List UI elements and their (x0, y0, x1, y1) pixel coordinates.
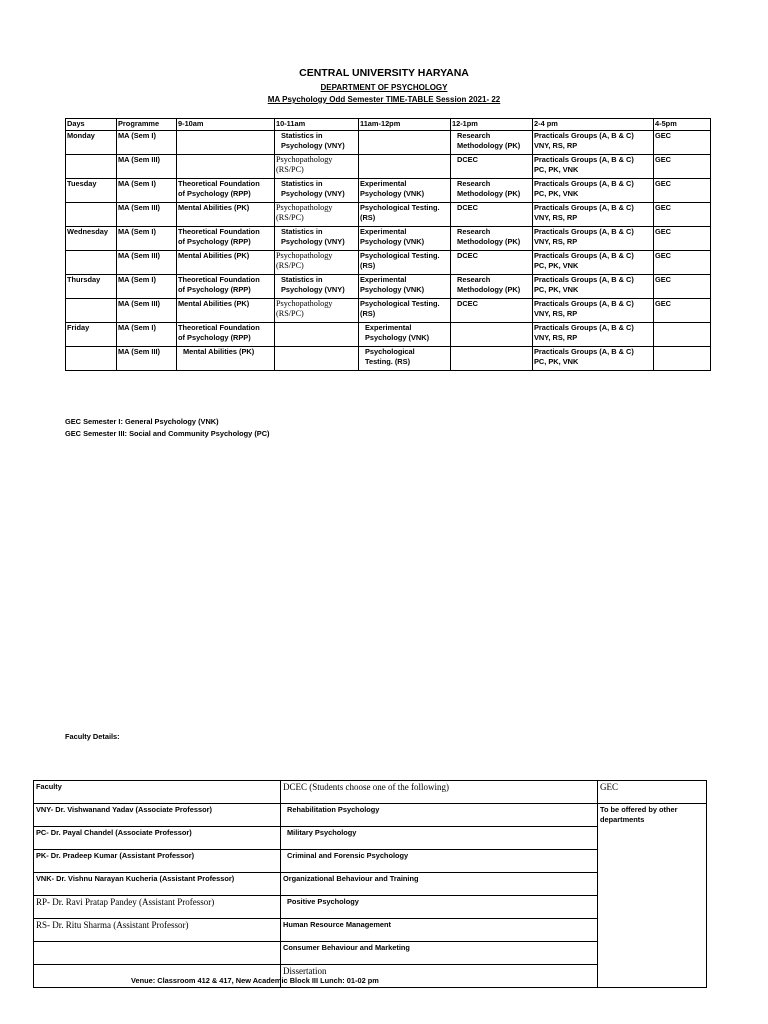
timetable-cell: Research Methodology (PK) (451, 227, 533, 251)
timetable-row (66, 131, 711, 155)
timetable-row (66, 155, 711, 179)
timetable-cell: Mental Abilities (PK) (177, 347, 275, 371)
dcec-course: Consumer Behaviour and Marketing (281, 942, 598, 965)
faculty-name: VNY- Dr. Vishwanand Yadav (Associate Professor) (34, 804, 281, 827)
timetable-row (66, 299, 711, 323)
timetable-cell: GEC (654, 227, 711, 251)
timetable-cell (451, 323, 533, 347)
timetable-cell (66, 251, 117, 275)
timetable-cell: Statistics in Psychology (VNY) (275, 227, 359, 251)
dcec-course: Dissertation (281, 965, 598, 988)
timetable-cell: GEC (654, 179, 711, 203)
timetable-cell: Theoretical Foundation of Psychology (RPP) (177, 227, 275, 251)
timetable-cell: Statistics in Psychology (VNY) (275, 131, 359, 155)
timetable-cell: GEC (654, 251, 711, 275)
timetable-row (66, 275, 711, 299)
timetable-cell: Mental Abilities (PK) (177, 251, 275, 275)
session-title: MA Psychology Odd Semester TIME-TABLE Session 2021- 22 (267, 95, 501, 104)
timetable-cell: GEC (654, 203, 711, 227)
faculty-details-label: Faculty Details: (65, 732, 120, 741)
timetable-cell: Practicals Groups (A, B & C) VNY, RS, RP (533, 227, 654, 251)
timetable-cell (275, 323, 359, 347)
column-header: 11am-12pm (359, 119, 451, 131)
timetable-row (66, 179, 711, 203)
timetable-cell: MA (Sem I) (117, 323, 177, 347)
faculty-name: RP- Dr. Ravi Pratap Pandey (Assistant Professor) (34, 896, 281, 919)
gec-note-sem1: GEC Semester I: General Psychology (VNK) (65, 417, 219, 426)
timetable-cell: Psychopathology (RS/PC) (275, 299, 359, 323)
timetable-cell: Wednesday (66, 227, 117, 251)
column-header: Programme (117, 119, 177, 131)
dcec-course: Human Resource Management (281, 919, 598, 942)
column-header: Days (66, 119, 117, 131)
timetable-cell: Experimental Psychology (VNK) (359, 323, 451, 347)
timetable-row (66, 347, 711, 371)
timetable-cell: MA (Sem I) (117, 179, 177, 203)
faculty-header: Faculty (34, 781, 281, 804)
column-header: 10-11am (275, 119, 359, 131)
timetable (65, 118, 711, 371)
university-title: CENTRAL UNIVERSITY HARYANA (299, 67, 469, 79)
timetable-cell: Experimental Psychology (VNK) (359, 275, 451, 299)
gec-note-sem3: GEC Semester III: Social and Community Psychology (PC) (65, 428, 270, 438)
venue-info: Venue: Classroom 412 & 417, New Academic Block III Lunch: 01-02 pm (131, 976, 379, 985)
timetable-cell: Practicals Groups (A, B & C) VNY, RS, RP (533, 131, 654, 155)
timetable-cell: GEC (654, 299, 711, 323)
timetable-cell: Psychopathology (RS/PC) (275, 203, 359, 227)
timetable-row (66, 203, 711, 227)
dcec-course: Organizational Behaviour and Training (281, 873, 598, 896)
timetable-cell: Statistics in Psychology (VNY) (275, 275, 359, 299)
dcec-course: Rehabilitation Psychology (281, 804, 598, 827)
timetable-cell: Psychological Testing. (RS) (359, 299, 451, 323)
timetable-cell: MA (Sem III) (117, 347, 177, 371)
dcec-course: Positive Psychology (281, 896, 598, 919)
timetable-cell: Psychological Testing. (RS) (359, 203, 451, 227)
faculty-table (33, 780, 707, 988)
timetable-cell (66, 155, 117, 179)
dcec-course: Criminal and Forensic Psychology (281, 850, 598, 873)
faculty-name: VNK- Dr. Vishnu Narayan Kucheria (Assistant Professor) (34, 873, 281, 896)
timetable-cell (177, 131, 275, 155)
faculty-name: RS- Dr. Ritu Sharma (Assistant Professor) (34, 919, 281, 942)
timetable-cell: Psychological Testing. (RS) (359, 347, 451, 371)
timetable-cell: Mental Abilities (PK) (177, 203, 275, 227)
column-header: 9-10am (177, 119, 275, 131)
timetable-cell: Experimental Psychology (VNK) (359, 179, 451, 203)
timetable-cell (654, 347, 711, 371)
column-header: 2-4 pm (533, 119, 654, 131)
faculty-name (34, 942, 281, 965)
timetable-cell: Friday (66, 323, 117, 347)
timetable-cell: Psychopathology (RS/PC) (275, 251, 359, 275)
timetable-cell: DCEC (451, 251, 533, 275)
timetable-cell (451, 347, 533, 371)
timetable-cell (66, 347, 117, 371)
timetable-cell: Theoretical Foundation of Psychology (RPP) (177, 323, 275, 347)
timetable-row (66, 227, 711, 251)
department-title: DEPARTMENT OF PSYCHOLOGY (320, 83, 448, 92)
timetable-cell: MA (Sem III) (117, 299, 177, 323)
timetable-row (66, 251, 711, 275)
timetable-cell: Psychological Testing. (RS) (359, 251, 451, 275)
timetable-cell: Psychopathology (RS/PC) (275, 155, 359, 179)
timetable-cell (177, 155, 275, 179)
timetable-cell: GEC (654, 275, 711, 299)
timetable-cell: MA (Sem III) (117, 251, 177, 275)
timetable-cell: Practicals Groups (A, B & C) PC, PK, VNK (533, 347, 654, 371)
faculty-name: PC- Dr. Payal Chandel (Associate Professor) (34, 827, 281, 850)
timetable-cell: Theoretical Foundation of Psychology (RPP) (177, 179, 275, 203)
gec-header: GEC (598, 781, 707, 804)
timetable-cell: MA (Sem III) (117, 155, 177, 179)
timetable-cell: Practicals Groups (A, B & C) PC, PK, VNK (533, 155, 654, 179)
column-header: 12-1pm (451, 119, 533, 131)
timetable-cell: Mental Abilities (PK) (177, 299, 275, 323)
timetable-cell: MA (Sem I) (117, 131, 177, 155)
timetable-cell: Thursday (66, 275, 117, 299)
timetable-cell (359, 155, 451, 179)
timetable-header-row (66, 119, 711, 131)
timetable-cell: Theoretical Foundation of Psychology (RPP) (177, 275, 275, 299)
faculty-header-row (34, 781, 707, 804)
timetable-cell: Research Methodology (PK) (451, 275, 533, 299)
timetable-cell: Practicals Groups (A, B & C) VNY, RS, RP (533, 203, 654, 227)
timetable-cell: Research Methodology (PK) (451, 131, 533, 155)
timetable-cell (275, 347, 359, 371)
timetable-cell: Practicals Groups (A, B & C) VNY, RS, RP (533, 323, 654, 347)
document-header (0, 66, 768, 105)
faculty-name: PK- Dr. Pradeep Kumar (Assistant Professor) (34, 850, 281, 873)
timetable-cell (654, 323, 711, 347)
timetable-cell: MA (Sem I) (117, 275, 177, 299)
timetable-cell: Practicals Groups (A, B & C) PC, PK, VNK (533, 275, 654, 299)
timetable-cell: Monday (66, 131, 117, 155)
timetable-cell: Practicals Groups (A, B & C) PC, PK, VNK (533, 251, 654, 275)
timetable-cell (359, 131, 451, 155)
gec-offer-note: To be offered by other departments (598, 804, 707, 988)
timetable-cell: DCEC (451, 299, 533, 323)
timetable-cell: GEC (654, 155, 711, 179)
timetable-cell: Experimental Psychology (VNK) (359, 227, 451, 251)
timetable-cell: Research Methodology (PK) (451, 179, 533, 203)
timetable-cell: Practicals Groups (A, B & C) VNY, RS, RP (533, 299, 654, 323)
timetable-cell: DCEC (451, 155, 533, 179)
timetable-cell: Tuesday (66, 179, 117, 203)
timetable-cell: MA (Sem III) (117, 203, 177, 227)
gec-notes (65, 416, 270, 439)
timetable-cell: Statistics in Psychology (VNY) (275, 179, 359, 203)
timetable-cell (66, 203, 117, 227)
timetable-cell: MA (Sem I) (117, 227, 177, 251)
timetable-cell: GEC (654, 131, 711, 155)
dcec-course: Military Psychology (281, 827, 598, 850)
timetable-row (66, 323, 711, 347)
timetable-cell: DCEC (451, 203, 533, 227)
column-header: 4-5pm (654, 119, 711, 131)
timetable-cell (66, 299, 117, 323)
faculty-row (34, 804, 707, 827)
timetable-cell: Practicals Groups (A, B & C) PC, PK, VNK (533, 179, 654, 203)
dcec-header: DCEC (Students choose one of the following) (281, 781, 598, 804)
